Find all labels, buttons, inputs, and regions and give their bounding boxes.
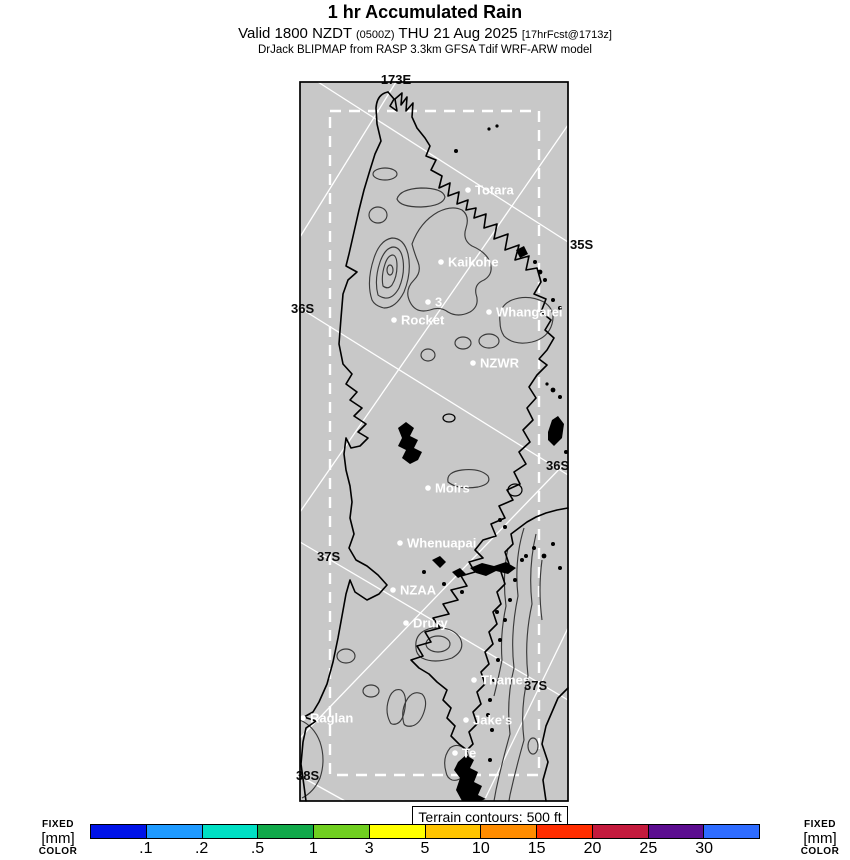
colorbar-ticks <box>90 840 760 858</box>
site-dot <box>463 717 469 723</box>
site-label: 3 <box>435 294 443 310</box>
colorbar-segment <box>704 825 759 838</box>
site-label: Jake's <box>473 712 513 728</box>
colorbar-tick: 20 <box>583 840 602 857</box>
colorbar-tick: 10 <box>471 840 490 857</box>
site-marker <box>397 536 476 551</box>
colorbar-tick: .2 <box>194 840 209 857</box>
site-dot <box>470 360 476 366</box>
colorbar-segment <box>91 825 147 838</box>
site-dot <box>403 620 409 626</box>
grid-label: 36S <box>291 301 315 316</box>
colorbar-tick: 15 <box>527 840 546 857</box>
colorbar-tick: .1 <box>139 840 153 857</box>
colorbar-segment <box>203 825 259 838</box>
site-label: Moirs <box>435 480 470 496</box>
colorbar-units-right <box>790 820 850 857</box>
site-dot <box>390 587 396 593</box>
colorbar-tick: 3 <box>364 840 374 857</box>
site-dot <box>471 677 477 683</box>
site-label: Whangarei <box>496 304 563 320</box>
site-dot <box>425 485 431 491</box>
colorbar-tick: 25 <box>639 840 658 857</box>
colorbar-tick: 1 <box>308 840 318 857</box>
colorbar-segment <box>649 825 705 838</box>
site-marker <box>486 305 562 320</box>
valid-time: Valid 1800 NZDT <box>238 24 352 42</box>
colorbar-segment <box>258 825 314 838</box>
site-label: NZWR <box>480 355 519 371</box>
colorbar-tick: 5 <box>420 840 430 857</box>
site-dot <box>465 187 471 193</box>
site-dot <box>397 540 403 546</box>
grid-label: 36S <box>546 458 570 473</box>
valid-time-utc: (0500Z) <box>355 28 395 41</box>
site-dot <box>452 750 458 756</box>
colorbar-strip <box>90 824 760 839</box>
site-marker <box>471 673 530 688</box>
colorbar-segment <box>481 825 537 838</box>
site-label: Whenuapai <box>407 535 477 551</box>
grid-label: 173E <box>380 72 412 87</box>
site-dot <box>425 299 431 305</box>
site-marker <box>438 255 498 270</box>
site-label: Te <box>462 745 477 761</box>
colorbar-units-left <box>28 820 88 857</box>
colorbar-segment <box>314 825 370 838</box>
map-background <box>300 82 568 801</box>
colorbar-tick: 30 <box>695 840 714 857</box>
colorbar-units-fixed: FIXED <box>42 819 74 830</box>
colorbar-segment <box>426 825 482 838</box>
colorbar-segment <box>147 825 203 838</box>
site-label: Kaikohe <box>448 254 499 270</box>
colorbar-segment <box>370 825 426 838</box>
colorbar-tick: .5 <box>250 840 265 857</box>
site-label: NZAA <box>400 582 437 598</box>
colorbar-segment <box>593 825 649 838</box>
colorbar-segment <box>537 825 593 838</box>
colorbar-units-mm: [mm] <box>803 830 837 847</box>
colorbar-units-mm: [mm] <box>41 830 75 847</box>
grid-label: 37S <box>524 678 548 693</box>
colorbar-units-color: COLOR <box>38 846 78 857</box>
terrain-note: Terrain contours: 500 ft <box>412 806 568 826</box>
forecast-tag: [17hrFcst@1713z] <box>521 28 612 41</box>
site-dot <box>391 317 397 323</box>
site-label: Thames <box>481 672 531 688</box>
grid-label: 38S <box>296 768 320 783</box>
page-title: 1 hr Accumulated Rain <box>327 2 523 22</box>
grid-label: 37S <box>317 549 341 564</box>
site-label: Totara <box>475 182 514 198</box>
grid-label: 35S <box>570 237 594 252</box>
site-dot <box>300 715 306 721</box>
colorbar-units-fixed: FIXED <box>804 819 836 830</box>
site-label: Raglan <box>310 710 354 726</box>
valid-date: THU 21 Aug 2025 <box>398 24 518 42</box>
site-label: Rocket <box>401 312 445 328</box>
site-dot <box>438 259 444 265</box>
colorbar-units-color: COLOR <box>800 846 840 857</box>
model-line: DrJack BLIPMAP from RASP 3.3km GFSA Tdif WRF-ARW model <box>257 43 592 56</box>
site-dot <box>486 309 492 315</box>
site-label: Drury <box>413 615 448 631</box>
